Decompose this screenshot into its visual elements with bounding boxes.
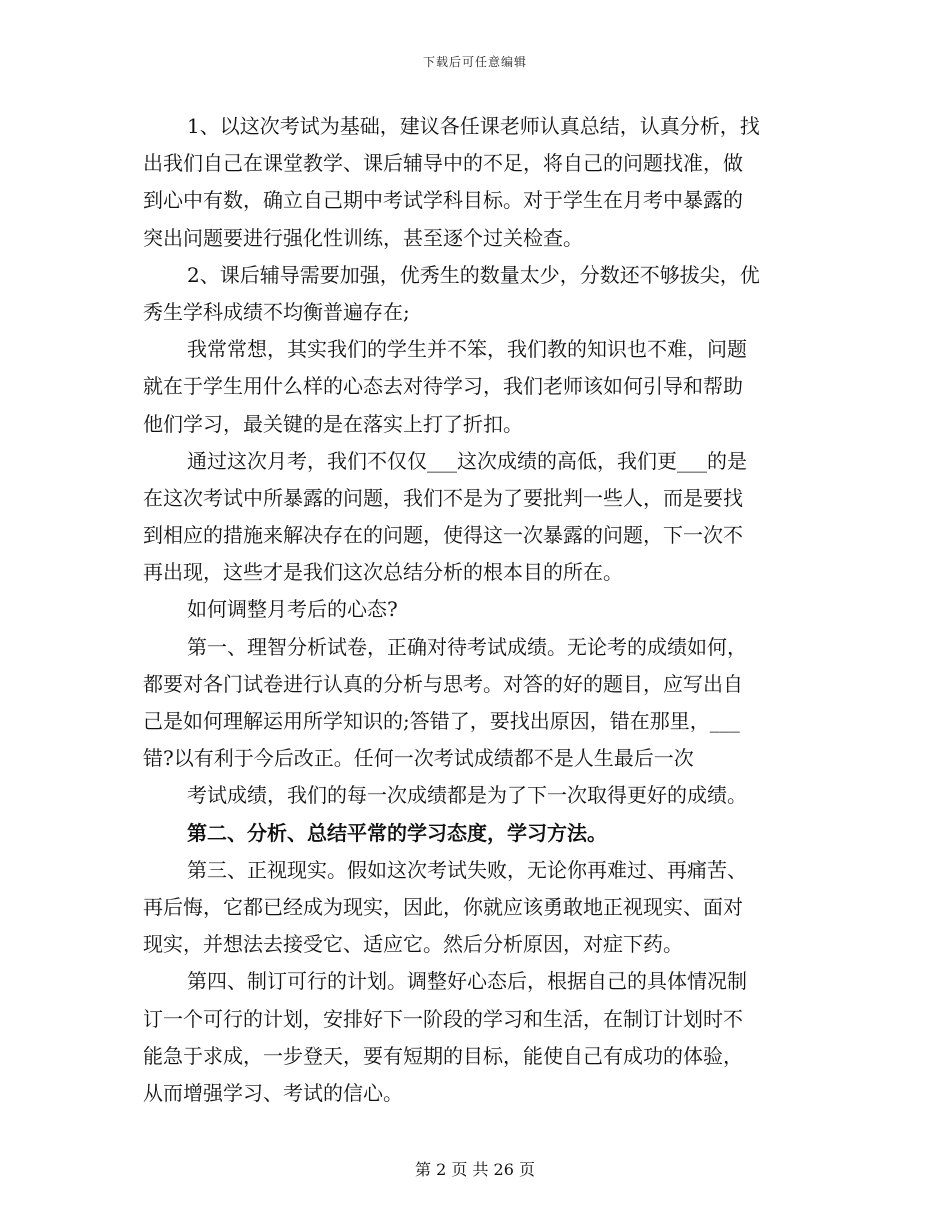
paragraph-line: 到相应的措施来解决存在的问题，使得这一次暴露的问题，下一次不 — [143, 523, 743, 548]
paragraph-line: 2、课后辅导需要加强，优秀生的数量太少，分数还不够拔尖，优 — [187, 262, 760, 287]
paragraph-line: 在这次考试中所暴露的问题，我们不是为了要批判一些人，而是要找 — [143, 485, 743, 510]
page-number: 第 2 页 共 26 页 — [415, 1160, 535, 1179]
paragraph-line: 订一个可行的计划，安排好下一阶段的学习和生活，在制订计划时不 — [143, 1006, 743, 1031]
paragraph-line: 突出问题要进行强化性训练，甚至逐个过关检查。 — [143, 225, 583, 250]
paragraph-line: 从而增强学习、考试的信心。 — [143, 1080, 403, 1105]
paragraph-line: 再后悔，它都已经成为现实，因此，你就应该勇敢地正视现实、面对 — [143, 894, 743, 919]
paragraph-line: 第一、理智分析试卷，正确对待考试成绩。无论考的成绩如何， — [187, 634, 747, 659]
paragraph-line: 现实，并想法去接受它、适应它。然后分析原因，对症下药。 — [143, 932, 683, 957]
paragraph-line: 第四、制订可行的计划。调整好心态后，根据自己的具体情况制 — [187, 969, 747, 994]
paragraph-line: 到心中有数，确立自己期中考试学科目标。对于学生在月考中暴露的 — [143, 188, 743, 213]
paragraph-line: 1、以这次考试为基础，建议各任课老师认真总结，认真分析，找 — [187, 114, 760, 138]
section-heading: 如何调整月考后的心态? — [187, 597, 398, 622]
paragraph-line: 第三、正视现实。假如这次考试失败，无论你再难过、再痛苦、 — [187, 857, 747, 882]
paragraph-line: 考试成绩，我们的每一次成绩都是为了下一次取得更好的成绩。 — [187, 783, 747, 808]
paragraph-line: 再出现，这些才是我们这次总结分析的根本目的所在。 — [143, 560, 623, 585]
paragraph-line: 出我们自己在课堂教学、课后辅导中的不足，将自己的问题找准，做 — [143, 151, 743, 176]
document-body — [143, 108, 807, 1112]
paragraph-line: 能急于求成，一步登天，要有短期的目标，能使自己有成功的体验， — [143, 1043, 743, 1068]
bold-heading: 第二、分析、总结平常的学习态度，学习方法。 — [187, 820, 607, 845]
paragraph-line: 秀生学科成绩不均衡普遍存在; — [143, 299, 410, 324]
paragraph-line: 错?以有利于今后改正。任何一次考试成绩都不是人生最后一次 — [143, 746, 694, 771]
paragraph-line: 就在于学生用什么样的心态去对待学习，我们老师该如何引导和帮助 — [143, 374, 743, 399]
paragraph-line: 我常常想，其实我们的学生并不笨，我们教的知识也不难，问题 — [187, 337, 747, 362]
paragraph-line: 通过这次月考，我们不仅仅___这次成绩的高低，我们更___的是 — [187, 448, 747, 473]
paragraph-line: 己是如何理解运用所学知识的;答错了，要找出原因，错在那里，___ — [143, 709, 740, 733]
paragraph-line: 他们学习，最关键的是在落实上打了折扣。 — [143, 411, 523, 436]
paragraph-line: 都要对各门试卷进行认真的分析与思考。对答的好的题目，应写出自 — [143, 671, 743, 696]
page-header: 下载后可任意编辑 — [422, 55, 527, 69]
